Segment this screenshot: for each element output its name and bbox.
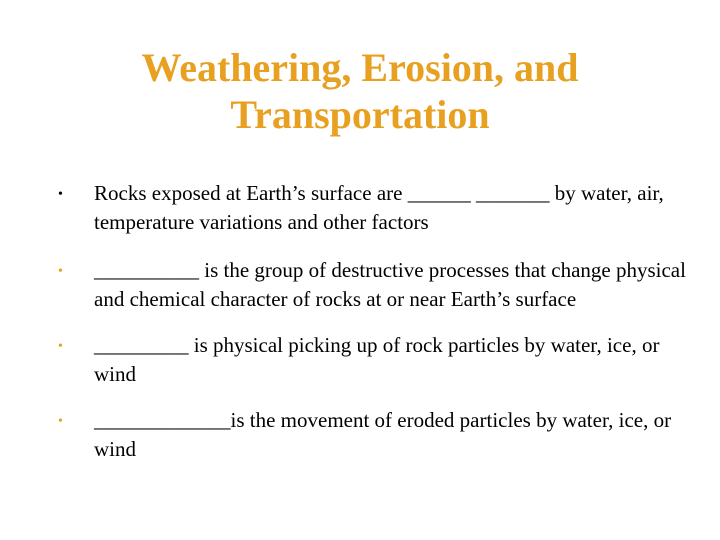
bullet-marker: •	[58, 339, 63, 354]
slide-title	[0, 44, 720, 138]
bullet-item	[58, 406, 698, 464]
bullet-text: __________ is the group of destructive processes that change physical and chemical character of rocks at or near Earth’s surface	[94, 258, 686, 311]
bullet-item	[58, 256, 698, 314]
bullet-item	[58, 179, 698, 237]
bullet-item	[58, 331, 698, 389]
bullet-list	[58, 179, 698, 481]
bullet-marker: •	[58, 264, 63, 279]
bullet-text: _____________is the movement of eroded particles by water, ice, or wind	[94, 408, 672, 461]
bullet-text: _________ is physical picking up of rock particles by water, ice, or wind	[94, 333, 660, 386]
bullet-text: Rocks exposed at Earth’s surface are ______ _______ by water, air, temperature variations and other factors	[94, 181, 664, 234]
bullet-marker: •	[58, 414, 63, 429]
title-line-2: Transportation	[230, 92, 490, 137]
bullet-marker: •	[58, 187, 63, 202]
title-line-1: Weathering, Erosion, and	[141, 45, 579, 90]
